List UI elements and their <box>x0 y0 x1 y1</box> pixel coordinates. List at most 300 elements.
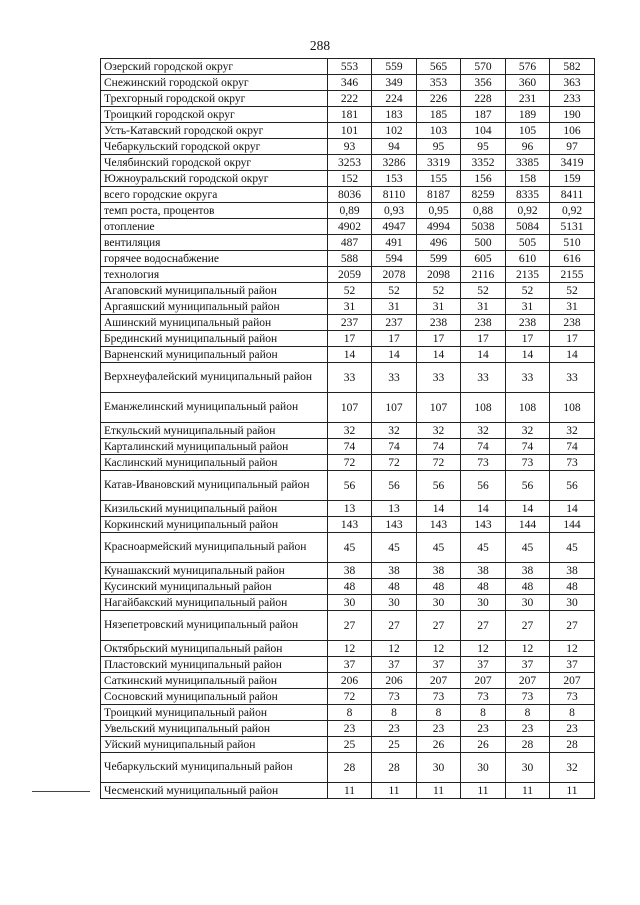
table-cell: 8 <box>417 705 461 721</box>
table-cell: 2135 <box>506 267 550 283</box>
table-cell: 30 <box>417 595 461 611</box>
table-cell: 237 <box>328 315 372 331</box>
table-cell: 38 <box>372 563 417 579</box>
table-cell: 73 <box>461 455 506 471</box>
table-cell: 32 <box>461 423 506 439</box>
table-cell: 103 <box>417 123 461 139</box>
table-cell: 74 <box>328 439 372 455</box>
table-cell: 72 <box>372 455 417 471</box>
table-row <box>101 689 595 705</box>
table-cell: 27 <box>461 611 506 641</box>
table-cell: 23 <box>417 721 461 737</box>
table-cell: 38 <box>328 563 372 579</box>
table-row <box>101 315 595 331</box>
table-cell: 74 <box>461 439 506 455</box>
table-cell: 45 <box>417 533 461 563</box>
row-label: вентиляция <box>101 235 328 251</box>
table-row <box>101 203 595 219</box>
table-cell: 12 <box>461 641 506 657</box>
table-cell: 52 <box>417 283 461 299</box>
table-cell: 152 <box>328 171 372 187</box>
table-cell: 238 <box>550 315 595 331</box>
table-cell: 14 <box>506 347 550 363</box>
table-cell: 31 <box>417 299 461 315</box>
table-cell: 0,89 <box>328 203 372 219</box>
table-cell: 500 <box>461 235 506 251</box>
table-cell: 30 <box>506 753 550 783</box>
table-cell: 8 <box>461 705 506 721</box>
table-cell: 8 <box>372 705 417 721</box>
table-cell: 12 <box>372 641 417 657</box>
table-cell: 0,88 <box>461 203 506 219</box>
table-cell: 487 <box>328 235 372 251</box>
table-cell: 14 <box>417 501 461 517</box>
table-cell: 17 <box>550 331 595 347</box>
table-cell: 491 <box>372 235 417 251</box>
table-cell: 0,93 <box>372 203 417 219</box>
table-row <box>101 579 595 595</box>
table-cell: 13 <box>372 501 417 517</box>
table-cell: 3352 <box>461 155 506 171</box>
table-cell: 52 <box>461 283 506 299</box>
table-row <box>101 59 595 75</box>
table-cell: 33 <box>506 363 550 393</box>
row-label: технология <box>101 267 328 283</box>
table-row <box>101 235 595 251</box>
table-cell: 233 <box>550 91 595 107</box>
table-cell: 159 <box>550 171 595 187</box>
row-label: Саткинский муниципальный район <box>101 673 328 689</box>
table-cell: 8 <box>550 705 595 721</box>
row-label: Чебаркульский муниципальный район <box>101 753 328 783</box>
table-cell: 48 <box>506 579 550 595</box>
table-cell: 346 <box>328 75 372 91</box>
table-cell: 14 <box>417 347 461 363</box>
table-cell: 5038 <box>461 219 506 235</box>
table-row <box>101 283 595 299</box>
row-label: Сосновский муниципальный район <box>101 689 328 705</box>
table-row <box>101 455 595 471</box>
row-label: Еманжелинский муниципальный район <box>101 393 328 423</box>
table-cell: 23 <box>461 721 506 737</box>
table-cell: 33 <box>328 363 372 393</box>
table-row <box>101 267 595 283</box>
table-cell: 38 <box>506 563 550 579</box>
table-row <box>101 393 595 423</box>
row-label: Уйский муниципальный район <box>101 737 328 753</box>
table-cell: 2098 <box>417 267 461 283</box>
row-label: Верхнеуфалейский муниципальный район <box>101 363 328 393</box>
table-row <box>101 75 595 91</box>
table-cell: 5131 <box>550 219 595 235</box>
table-cell: 17 <box>328 331 372 347</box>
table-cell: 56 <box>461 471 506 501</box>
table-cell: 32 <box>328 423 372 439</box>
table-cell: 73 <box>506 455 550 471</box>
table-cell: 45 <box>328 533 372 563</box>
table-cell: 32 <box>417 423 461 439</box>
table-cell: 95 <box>461 139 506 155</box>
row-label: Трехгорный городской округ <box>101 91 328 107</box>
table-cell: 17 <box>372 331 417 347</box>
table-cell: 0,92 <box>550 203 595 219</box>
table-cell: 45 <box>550 533 595 563</box>
table-cell: 11 <box>372 783 417 799</box>
table-cell: 52 <box>550 283 595 299</box>
table-cell: 25 <box>372 737 417 753</box>
table-body <box>101 59 595 799</box>
row-label: Южноуральский городской округ <box>101 171 328 187</box>
table-cell: 12 <box>328 641 372 657</box>
table-row <box>101 753 595 783</box>
table-cell: 353 <box>417 75 461 91</box>
table-row <box>101 251 595 267</box>
table-cell: 14 <box>506 501 550 517</box>
table-cell: 2059 <box>328 267 372 283</box>
table-cell: 153 <box>372 171 417 187</box>
table-cell: 8036 <box>328 187 372 203</box>
table-cell: 45 <box>506 533 550 563</box>
table-cell: 610 <box>506 251 550 267</box>
table-cell: 108 <box>506 393 550 423</box>
table-cell: 74 <box>550 439 595 455</box>
table-cell: 45 <box>372 533 417 563</box>
table-cell: 73 <box>417 689 461 705</box>
table-cell: 14 <box>328 347 372 363</box>
table-cell: 48 <box>372 579 417 595</box>
table-cell: 3253 <box>328 155 372 171</box>
table-cell: 107 <box>372 393 417 423</box>
table-row <box>101 299 595 315</box>
table-cell: 56 <box>328 471 372 501</box>
table-cell: 26 <box>417 737 461 753</box>
table-row <box>101 187 595 203</box>
table-cell: 349 <box>372 75 417 91</box>
row-label: Челябинский городской округ <box>101 155 328 171</box>
table-cell: 33 <box>372 363 417 393</box>
table-cell: 206 <box>372 673 417 689</box>
table-cell: 52 <box>372 283 417 299</box>
table-cell: 74 <box>506 439 550 455</box>
row-label: Красноармейский муниципальный район <box>101 533 328 563</box>
table-cell: 31 <box>550 299 595 315</box>
table-cell: 27 <box>372 611 417 641</box>
table-cell: 12 <box>550 641 595 657</box>
table-cell: 37 <box>417 657 461 673</box>
table-row <box>101 705 595 721</box>
table-row <box>101 123 595 139</box>
table-cell: 207 <box>506 673 550 689</box>
row-label: Чебаркульский городской округ <box>101 139 328 155</box>
table-cell: 74 <box>372 439 417 455</box>
table-cell: 48 <box>328 579 372 595</box>
table-row <box>101 563 595 579</box>
table-cell: 3419 <box>550 155 595 171</box>
table-row <box>101 657 595 673</box>
row-label: горячее водоснабжение <box>101 251 328 267</box>
table-cell: 2155 <box>550 267 595 283</box>
table-cell: 616 <box>550 251 595 267</box>
table-cell: 11 <box>461 783 506 799</box>
table-row <box>101 439 595 455</box>
table-cell: 8411 <box>550 187 595 203</box>
margin-rule <box>32 791 90 792</box>
table-cell: 73 <box>550 455 595 471</box>
table-row <box>101 611 595 641</box>
table-cell: 73 <box>461 689 506 705</box>
table-cell: 181 <box>328 107 372 123</box>
table-row <box>101 363 595 393</box>
table-cell: 496 <box>417 235 461 251</box>
table-row <box>101 533 595 563</box>
table-cell: 553 <box>328 59 372 75</box>
table-cell: 105 <box>506 123 550 139</box>
table-row <box>101 471 595 501</box>
table-row <box>101 331 595 347</box>
table-cell: 27 <box>328 611 372 641</box>
table-cell: 72 <box>328 455 372 471</box>
table-cell: 207 <box>417 673 461 689</box>
table-cell: 0,95 <box>417 203 461 219</box>
table-cell: 588 <box>328 251 372 267</box>
row-label: Варненский муниципальный район <box>101 347 328 363</box>
table-cell: 143 <box>461 517 506 533</box>
table-cell: 72 <box>328 689 372 705</box>
row-label: Еткульский муниципальный район <box>101 423 328 439</box>
table-cell: 237 <box>372 315 417 331</box>
table-cell: 28 <box>506 737 550 753</box>
table-cell: 56 <box>506 471 550 501</box>
table-cell: 30 <box>461 753 506 783</box>
table-cell: 97 <box>550 139 595 155</box>
table-cell: 207 <box>550 673 595 689</box>
row-label: Коркинский муниципальный район <box>101 517 328 533</box>
table-cell: 108 <box>550 393 595 423</box>
page-number: 288 <box>309 38 331 53</box>
table-cell: 238 <box>461 315 506 331</box>
table-cell: 4947 <box>372 219 417 235</box>
table-cell: 30 <box>417 753 461 783</box>
table-row <box>101 347 595 363</box>
table-cell: 238 <box>506 315 550 331</box>
table-cell: 94 <box>372 139 417 155</box>
table-cell: 56 <box>372 471 417 501</box>
table-cell: 73 <box>550 689 595 705</box>
row-label: Троицкий муниципальный район <box>101 705 328 721</box>
table-cell: 37 <box>550 657 595 673</box>
table-cell: 56 <box>417 471 461 501</box>
row-label: отопление <box>101 219 328 235</box>
table-cell: 505 <box>506 235 550 251</box>
table-cell: 33 <box>461 363 506 393</box>
table-cell: 8187 <box>417 187 461 203</box>
table-row <box>101 595 595 611</box>
table-cell: 143 <box>417 517 461 533</box>
table-cell: 207 <box>461 673 506 689</box>
table-cell: 14 <box>372 347 417 363</box>
row-label: Карталинский муниципальный район <box>101 439 328 455</box>
table-cell: 4994 <box>417 219 461 235</box>
table-cell: 107 <box>417 393 461 423</box>
table-cell: 30 <box>506 595 550 611</box>
table-cell: 32 <box>506 423 550 439</box>
table-row <box>101 501 595 517</box>
table-cell: 13 <box>328 501 372 517</box>
row-label: Агаповский муниципальный район <box>101 283 328 299</box>
table-cell: 23 <box>550 721 595 737</box>
table-cell: 96 <box>506 139 550 155</box>
table-cell: 23 <box>506 721 550 737</box>
table-cell: 206 <box>328 673 372 689</box>
table-cell: 238 <box>417 315 461 331</box>
table-row <box>101 171 595 187</box>
table-cell: 52 <box>328 283 372 299</box>
table-cell: 33 <box>417 363 461 393</box>
table-cell: 93 <box>328 139 372 155</box>
table-cell: 2116 <box>461 267 506 283</box>
table-cell: 226 <box>417 91 461 107</box>
table-cell: 14 <box>550 501 595 517</box>
table-cell: 37 <box>372 657 417 673</box>
table-cell: 187 <box>461 107 506 123</box>
table-cell: 144 <box>550 517 595 533</box>
table-cell: 28 <box>372 753 417 783</box>
table-cell: 30 <box>328 595 372 611</box>
table-cell: 8335 <box>506 187 550 203</box>
table-cell: 33 <box>550 363 595 393</box>
row-label: Октябрьский муниципальный район <box>101 641 328 657</box>
table-cell: 31 <box>372 299 417 315</box>
table-cell: 12 <box>506 641 550 657</box>
table-cell: 143 <box>372 517 417 533</box>
row-label: всего городские округа <box>101 187 328 203</box>
table-cell: 559 <box>372 59 417 75</box>
table-cell: 56 <box>550 471 595 501</box>
table-cell: 27 <box>506 611 550 641</box>
table-cell: 158 <box>506 171 550 187</box>
row-label: Брединский муниципальный район <box>101 331 328 347</box>
table-row <box>101 107 595 123</box>
row-label: Троицкий городской округ <box>101 107 328 123</box>
table-cell: 224 <box>372 91 417 107</box>
table-cell: 73 <box>372 689 417 705</box>
table-cell: 101 <box>328 123 372 139</box>
table-cell: 363 <box>550 75 595 91</box>
table-cell: 45 <box>461 533 506 563</box>
row-label: Катав-Ивановский муниципальный район <box>101 471 328 501</box>
table-cell: 11 <box>417 783 461 799</box>
table-cell: 3286 <box>372 155 417 171</box>
table-cell: 11 <box>506 783 550 799</box>
table-cell: 222 <box>328 91 372 107</box>
table-cell: 3319 <box>417 155 461 171</box>
table-cell: 14 <box>550 347 595 363</box>
table-cell: 32 <box>550 753 595 783</box>
row-label: Аргаяшский муниципальный район <box>101 299 328 315</box>
table-cell: 72 <box>417 455 461 471</box>
row-label: Нязепетровский муниципальный район <box>101 611 328 641</box>
row-label: темп роста, процентов <box>101 203 328 219</box>
table-cell: 190 <box>550 107 595 123</box>
table-cell: 31 <box>461 299 506 315</box>
table-cell: 11 <box>550 783 595 799</box>
table-row <box>101 139 595 155</box>
table-cell: 360 <box>506 75 550 91</box>
table-row <box>101 423 595 439</box>
table-cell: 228 <box>461 91 506 107</box>
row-label: Пластовский муниципальный район <box>101 657 328 673</box>
table-cell: 4902 <box>328 219 372 235</box>
table-cell: 30 <box>550 595 595 611</box>
table-cell: 27 <box>550 611 595 641</box>
table-cell: 73 <box>506 689 550 705</box>
table-cell: 106 <box>550 123 595 139</box>
table-row <box>101 673 595 689</box>
table-cell: 31 <box>506 299 550 315</box>
table-cell: 510 <box>550 235 595 251</box>
table-cell: 37 <box>328 657 372 673</box>
table-cell: 30 <box>461 595 506 611</box>
table-cell: 11 <box>328 783 372 799</box>
table-cell: 8 <box>328 705 372 721</box>
table-cell: 48 <box>417 579 461 595</box>
table-cell: 8259 <box>461 187 506 203</box>
table-cell: 17 <box>506 331 550 347</box>
row-label: Увельский муниципальный район <box>101 721 328 737</box>
table-cell: 183 <box>372 107 417 123</box>
table-cell: 23 <box>372 721 417 737</box>
table-cell: 594 <box>372 251 417 267</box>
table-cell: 23 <box>328 721 372 737</box>
table-cell: 17 <box>461 331 506 347</box>
table-row <box>101 641 595 657</box>
table-cell: 599 <box>417 251 461 267</box>
table-cell: 14 <box>461 501 506 517</box>
table-cell: 14 <box>461 347 506 363</box>
table-cell: 189 <box>506 107 550 123</box>
table-row <box>101 737 595 753</box>
table-cell: 28 <box>328 753 372 783</box>
table-cell: 12 <box>417 641 461 657</box>
table-cell: 102 <box>372 123 417 139</box>
table-cell: 74 <box>417 439 461 455</box>
table-cell: 576 <box>506 59 550 75</box>
table-cell: 25 <box>328 737 372 753</box>
table-cell: 27 <box>417 611 461 641</box>
table-cell: 144 <box>506 517 550 533</box>
table-cell: 156 <box>461 171 506 187</box>
table-cell: 48 <box>550 579 595 595</box>
table-cell: 2078 <box>372 267 417 283</box>
table-cell: 38 <box>417 563 461 579</box>
table-cell: 155 <box>417 171 461 187</box>
table-row <box>101 155 595 171</box>
row-label: Каслинский муниципальный район <box>101 455 328 471</box>
table-cell: 107 <box>328 393 372 423</box>
table-row <box>101 517 595 533</box>
table-cell: 37 <box>506 657 550 673</box>
table-cell: 8 <box>506 705 550 721</box>
table-cell: 32 <box>372 423 417 439</box>
table-cell: 38 <box>550 563 595 579</box>
row-label: Нагайбакский муниципальный район <box>101 595 328 611</box>
row-label: Озерский городской округ <box>101 59 328 75</box>
table-cell: 104 <box>461 123 506 139</box>
table-cell: 95 <box>417 139 461 155</box>
row-label: Ашинский муниципальный район <box>101 315 328 331</box>
row-label: Кизильский муниципальный район <box>101 501 328 517</box>
table-cell: 38 <box>461 563 506 579</box>
